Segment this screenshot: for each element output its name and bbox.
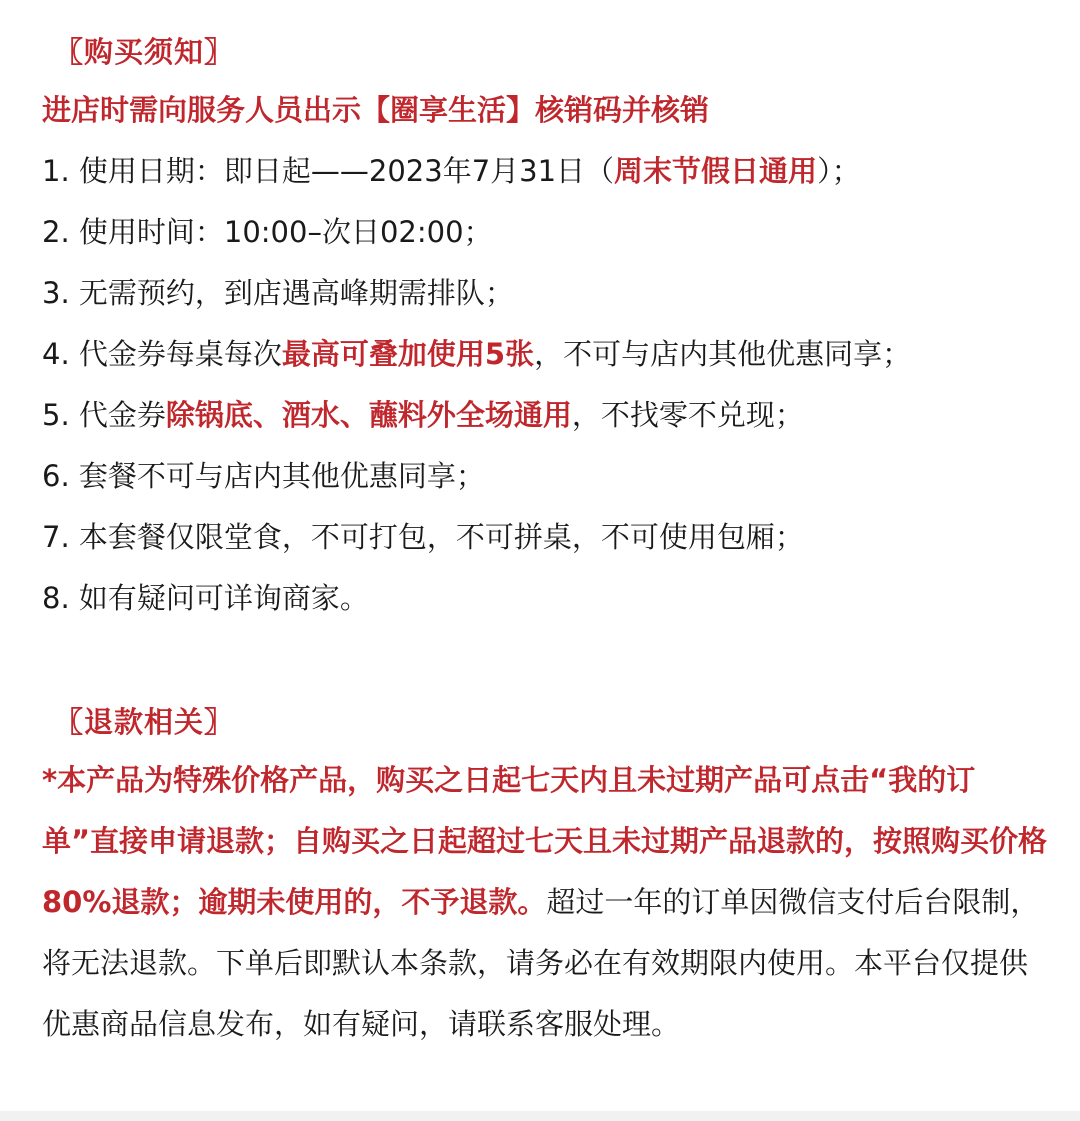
refund-highlight-text: *本产品为特殊价格产品，购买之日起七天内且未过期产品可点击“我的订单”直接申请退款；自购买之日起超过七天且未过期产品退款的，按照购买价格80%退款；逾期未使用的，不予退款。 [42,763,1048,919]
notice-item-4 [42,334,911,374]
item-4-suffix: ，不可与店内其他优惠同享； [534,337,912,371]
notice-item-3 [42,273,514,313]
item-7-text: 7. 本套餐仅限堂食，不可打包，不可拼桌，不可使用包厢； [42,520,804,554]
item-4-highlight: 最高可叠加使用5张 [281,337,535,371]
item-8-text: 8. 如有疑问可详询商家。 [42,581,369,615]
item-5-prefix: 5. 代金券 [42,398,166,432]
item-5-suffix: ，不找零不兑现； [571,398,804,432]
item-5-highlight: 除锅底、酒水、蘸料外全场通用 [165,398,572,432]
notice-item-1 [42,151,861,191]
item-2-text: 2. 使用时间：10:00–次日02:00； [42,215,493,249]
refund-paragraph [42,750,1052,1055]
item-1-prefix: 1. 使用日期：即日起——2023年7月31日（ [42,154,615,188]
item-6-text: 6. 套餐不可与店内其他优惠同享； [42,459,485,493]
item-3-text: 3. 无需预约，到店遇高峰期需排队； [42,276,514,310]
purchase-notice-title: 〖购买须知〗 [54,35,235,69]
item-1-suffix: ）； [817,154,861,188]
notice-item-8 [42,578,369,618]
item-4-prefix: 4. 代金券每桌每次 [42,337,282,371]
bottom-divider [0,1111,1080,1121]
refund-title: 〖退款相关〗 [54,705,235,739]
redemption-headline: 进店时需向服务人员出示【圈享生活】核销码并核销 [42,93,710,127]
notice-item-7 [42,517,804,557]
notice-item-6 [42,456,485,496]
refund-normal-text: 超过一年的订单因微信支付后台限制，将无法退款。下单后即默认本条款，请务必在有效期限内使用。本平台仅提供优惠商品信息发布，如有疑问，请联系客服处理。 [42,885,1040,1041]
notice-item-5 [42,395,804,435]
item-1-highlight: 周末节假日通用 [614,154,818,188]
notice-item-2 [42,212,493,252]
